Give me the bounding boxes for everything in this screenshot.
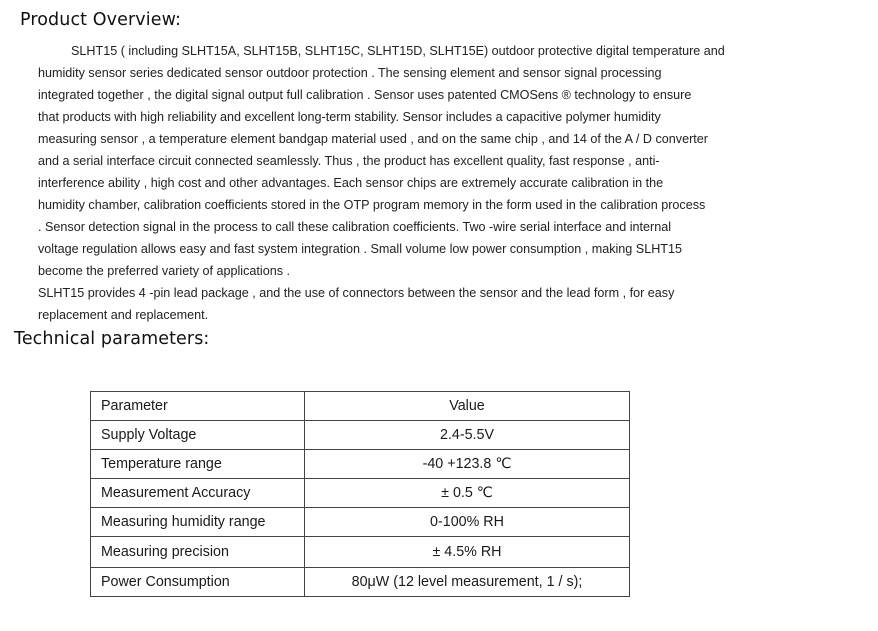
overview-line: humidity sensor series dedicated sensor outdoor protection . The sensing element and sensor signal processing bbox=[38, 66, 662, 80]
parameter-column-header: Parameter bbox=[91, 392, 305, 421]
overview-line: voltage regulation allows easy and fast system integration . Small volume low power consumption , making SLHT15 bbox=[38, 242, 682, 256]
overview-line: SLHT15 provides 4 -pin lead package , and the use of connectors between the sensor and the lead form , for easy bbox=[38, 286, 675, 300]
table-row bbox=[91, 568, 630, 597]
overview-line: become the preferred variety of applications . bbox=[38, 264, 291, 278]
technical-parameters-heading: Technical parameters: bbox=[14, 329, 210, 349]
technical-parameters-table bbox=[90, 391, 630, 597]
table-row bbox=[91, 508, 630, 537]
value-cell: 2.4-5.5V bbox=[305, 421, 630, 450]
parameter-cell: Supply Voltage bbox=[91, 421, 305, 450]
value-cell: -40 +123.8 ℃ bbox=[305, 450, 630, 479]
table-row bbox=[91, 421, 630, 450]
parameter-cell: Measurement Accuracy bbox=[91, 479, 305, 508]
table-header-row bbox=[91, 392, 630, 421]
parameter-cell: Power Consumption bbox=[91, 568, 305, 597]
table-row bbox=[91, 479, 630, 508]
value-cell: 80μW (12 level measurement, 1 / s); bbox=[305, 568, 630, 597]
overview-paragraph bbox=[38, 40, 748, 326]
overview-line: interference ability , high cost and other advantages. Each sensor chips are extremely accurate calibration in the bbox=[38, 176, 664, 190]
value-cell: ± 4.5% RH bbox=[305, 537, 630, 568]
overview-line: SLHT15 ( including SLHT15A, SLHT15B, SLHT15C, SLHT15D, SLHT15E) outdoor protective digital temperature and bbox=[71, 44, 725, 58]
overview-line: and a serial interface circuit connected seamlessly. Thus , the product has excellent quality, fast response , anti- bbox=[38, 154, 660, 168]
overview-line: that products with high reliability and excellent long-term stability. Sensor includes a capacitive polymer humidity bbox=[38, 110, 661, 124]
value-cell: 0-100% RH bbox=[305, 508, 630, 537]
value-cell: ± 0.5 ℃ bbox=[305, 479, 630, 508]
product-overview-heading: Product Overview: bbox=[20, 10, 182, 30]
overview-line: measuring sensor , a temperature element bandgap material used , and on the same chip , and 14 of the A / D converter bbox=[38, 132, 708, 146]
parameter-cell: Measuring precision bbox=[91, 537, 305, 568]
overview-line: . Sensor detection signal in the process to call these calibration coefficients. Two -wire serial interface and internal bbox=[38, 220, 672, 234]
overview-line: replacement and replacement. bbox=[38, 308, 209, 322]
value-column-header: Value bbox=[305, 392, 630, 421]
parameter-cell: Temperature range bbox=[91, 450, 305, 479]
overview-line: humidity chamber, calibration coefficients stored in the OTP program memory in the form used in the calibration process bbox=[38, 198, 706, 212]
table-row bbox=[91, 537, 630, 568]
overview-line: integrated together , the digital signal output full calibration . Sensor uses patented CMOSens ® technology to ensure bbox=[38, 88, 692, 102]
table-row bbox=[91, 450, 630, 479]
parameter-cell: Measuring humidity range bbox=[91, 508, 305, 537]
